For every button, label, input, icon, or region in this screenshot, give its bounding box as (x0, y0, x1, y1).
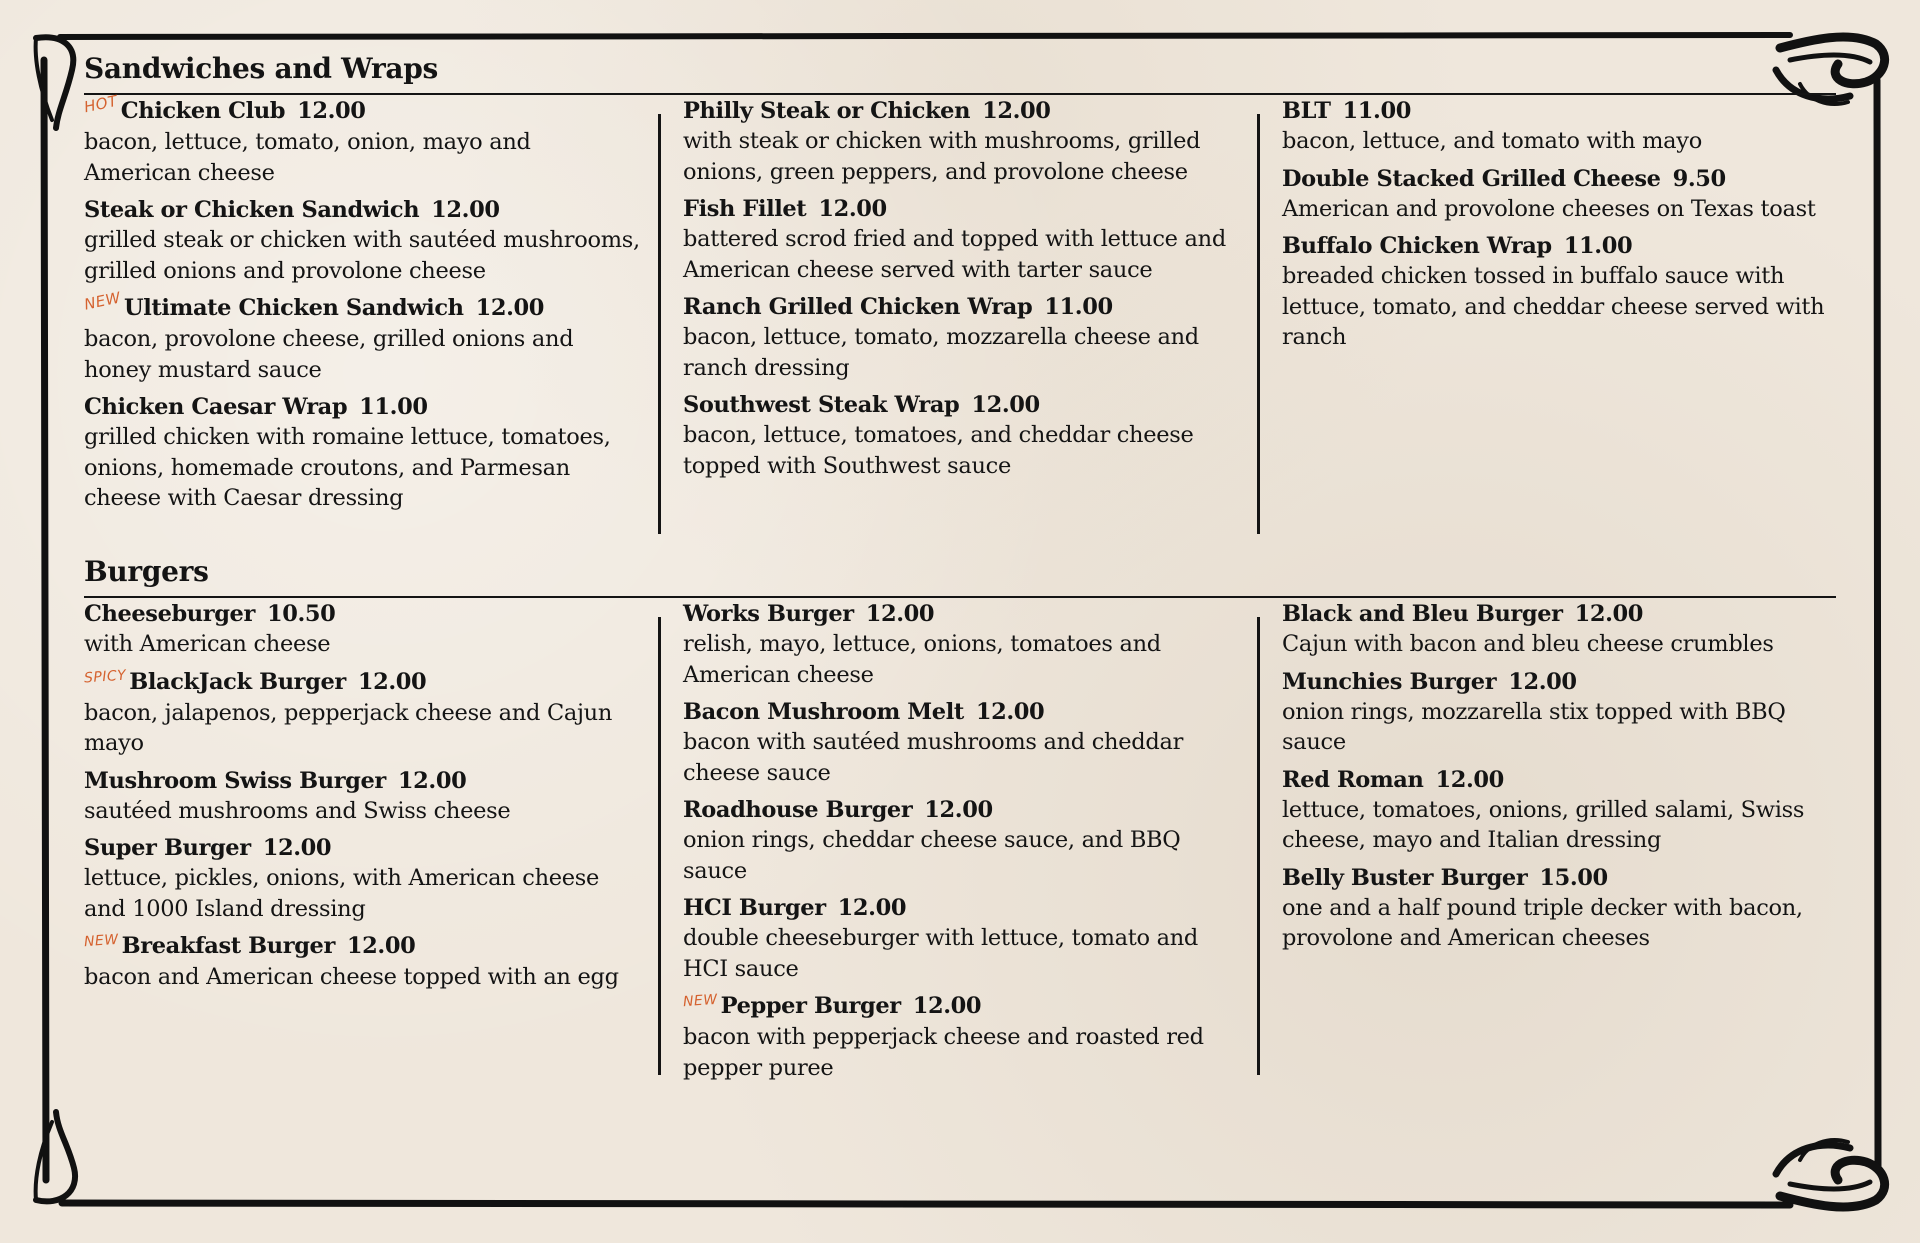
menu-item (1282, 231, 1842, 353)
item-description: bacon, provolone cheese, grilled onions and honey mustard sauce (84, 326, 574, 383)
item-description: bacon and American cheese topped with an egg (84, 964, 619, 990)
new-tag: NEW (82, 288, 123, 314)
item-price: 12.00 (924, 797, 993, 823)
menu-column-burgers-2 (683, 599, 1243, 1090)
item-description: double cheeseburger with lettuce, tomato and HCI sauce (683, 925, 1199, 982)
column-divider (658, 114, 661, 534)
item-description: with American cheese (84, 631, 331, 657)
item-description: bacon, lettuce, tomato, onion, mayo and American cheese (84, 129, 531, 186)
menu-item (82, 91, 644, 188)
spicy-tag: SPICY (83, 667, 127, 686)
item-description: one and a half pound triple decker with bacon, provolone and American cheeses (1282, 894, 1803, 951)
item-name: Cheeseburger (84, 601, 255, 627)
item-name: BlackJack Burger (129, 668, 346, 695)
menu-item (1282, 599, 1842, 660)
menu-item (82, 288, 644, 385)
new-tag: NEW (682, 991, 719, 1011)
section-title-burgers: Burgers (84, 555, 209, 588)
item-description: with steak or chicken with mushrooms, grilled onions, green peppers, and provolone cheese (683, 128, 1201, 185)
column-divider (1257, 114, 1260, 534)
item-price: 12.00 (1508, 668, 1577, 695)
item-description: onion rings, cheddar cheese sauce, and BBQ sauce (683, 827, 1181, 884)
menu-item (1282, 863, 1842, 954)
item-description: lettuce, tomatoes, onions, grilled salami, Swiss cheese, mayo and Italian dressing (1282, 796, 1805, 853)
item-name: BLT (1282, 98, 1331, 124)
item-description: sautéed mushrooms and Swiss cheese (84, 797, 511, 824)
item-price: 12.00 (346, 933, 416, 959)
menu-item (683, 96, 1243, 187)
column-divider (658, 617, 661, 1075)
item-price: 12.00 (397, 767, 467, 794)
menu-item (683, 795, 1243, 886)
menu-item (84, 833, 644, 924)
item-price: 12.00 (1435, 766, 1504, 793)
menu-item (683, 194, 1243, 285)
item-description: breaded chicken tossed in buffalo sauce with lettuce, tomato, and cheddar cheese served with ranch (1282, 263, 1825, 350)
section-rule (84, 93, 1836, 95)
menu-item (683, 991, 1243, 1083)
column-divider (1257, 617, 1260, 1075)
item-description: battered scrod fried and topped with lettuce and American cheese served with tarter sauce (683, 226, 1226, 283)
item-name: Mushroom Swiss Burger (84, 767, 386, 794)
item-name: Munchies Burger (1282, 668, 1497, 695)
item-price: 10.50 (266, 601, 336, 627)
item-name: Ultimate Chicken Sandwich (124, 295, 464, 321)
item-price: 11.00 (1044, 294, 1113, 320)
item-price: 12.00 (357, 668, 427, 695)
item-price: 11.00 (1563, 233, 1633, 259)
menu-item (1282, 667, 1842, 758)
item-description: bacon, lettuce, tomato, mozzarella cheese and ranch dressing (683, 324, 1199, 381)
item-price: 15.00 (1539, 864, 1608, 891)
item-name: HCI Burger (683, 895, 826, 921)
menu-item (84, 667, 644, 759)
item-price: 11.00 (359, 394, 428, 420)
item-name: Works Burger (683, 601, 854, 627)
item-price: 12.00 (837, 895, 907, 921)
menu-column-sandwiches-2 (683, 96, 1243, 488)
item-price: 12.00 (262, 835, 332, 861)
item-name: Southwest Steak Wrap (683, 392, 960, 418)
menu-column-burgers-1 (84, 599, 644, 1000)
menu-item (683, 599, 1243, 690)
menu-item (1282, 96, 1842, 157)
item-name: Philly Steak or Chicken (683, 98, 971, 124)
item-name: Red Roman (1282, 766, 1424, 793)
menu-item (84, 392, 644, 514)
item-description: lettuce, pickles, onions, with American cheese and 1000 Island dressing (84, 865, 600, 922)
item-description: bacon, jalapenos, pepperjack cheese and Cajun mayo (84, 699, 613, 756)
menu-column-sandwiches-1 (82, 91, 644, 521)
item-description: American and provolone cheeses on Texas toast (1282, 195, 1816, 222)
item-description: onion rings, mozzarella stix topped with BBQ sauce (1282, 698, 1786, 755)
item-price: 9.50 (1672, 165, 1726, 192)
item-description: bacon, lettuce, tomatoes, and cheddar cheese topped with Southwest sauce (683, 422, 1194, 479)
item-name: Super Burger (84, 835, 251, 861)
menu-item (84, 599, 644, 660)
item-name: Ranch Grilled Chicken Wrap (683, 294, 1033, 320)
menu-item (84, 931, 644, 993)
menu-column-sandwiches-3 (1282, 96, 1842, 360)
item-name: Breakfast Burger (121, 933, 335, 959)
menu-item (84, 766, 644, 827)
menu-item (84, 195, 644, 286)
new-tag: NEW (83, 931, 120, 951)
item-name: Fish Fillet (683, 196, 807, 222)
item-name: Buffalo Chicken Wrap (1282, 233, 1552, 259)
item-description: bacon with sautéed mushrooms and cheddar cheese sauce (683, 729, 1184, 786)
item-name: Double Stacked Grilled Cheese (1282, 165, 1661, 192)
item-price: 12.00 (1574, 601, 1644, 627)
item-description: bacon with pepperjack cheese and roasted red pepper puree (683, 1024, 1204, 1081)
item-description: grilled chicken with romaine lettuce, tomatoes, onions, homemade croutons, and Parmesan cheese with Caesar dressing (84, 424, 611, 511)
item-price: 12.00 (971, 392, 1040, 418)
section-rule (84, 596, 1836, 598)
item-description: Cajun with bacon and bleu cheese crumbles (1282, 631, 1774, 657)
menu-item (683, 893, 1243, 984)
item-name: Chicken Club (120, 98, 286, 124)
item-name: Chicken Caesar Wrap (84, 394, 348, 420)
section-title-sandwiches: Sandwiches and Wraps (84, 52, 439, 85)
item-name: Roadhouse Burger (683, 797, 913, 823)
menu-item (683, 390, 1243, 481)
item-price: 12.00 (982, 98, 1051, 124)
item-price: 12.00 (297, 98, 366, 124)
hot-tag: HOT (82, 91, 120, 117)
item-name: Pepper Burger (720, 993, 901, 1019)
item-name: Bacon Mushroom Melt (683, 699, 964, 725)
item-description: grilled steak or chicken with sautéed mushrooms, grilled onions and provolone cheese (84, 227, 640, 284)
menu-column-burgers-3 (1282, 599, 1842, 961)
item-price: 12.00 (818, 196, 887, 222)
menu-item (683, 697, 1243, 788)
item-price: 12.00 (475, 295, 545, 321)
item-price: 12.00 (865, 601, 935, 627)
item-description: relish, mayo, lettuce, onions, tomatoes and American cheese (683, 631, 1161, 688)
item-name: Steak or Chicken Sandwich (84, 197, 420, 223)
item-name: Belly Buster Burger (1282, 864, 1528, 891)
menu-item (683, 292, 1243, 383)
item-price: 11.00 (1342, 98, 1412, 124)
item-price: 12.00 (975, 699, 1045, 725)
item-price: 12.00 (912, 993, 982, 1019)
menu-item (1282, 765, 1842, 856)
item-name: Black and Bleu Burger (1282, 601, 1563, 627)
item-price: 12.00 (431, 197, 500, 223)
item-description: bacon, lettuce, and tomato with mayo (1282, 128, 1702, 154)
menu-item (1282, 164, 1842, 225)
